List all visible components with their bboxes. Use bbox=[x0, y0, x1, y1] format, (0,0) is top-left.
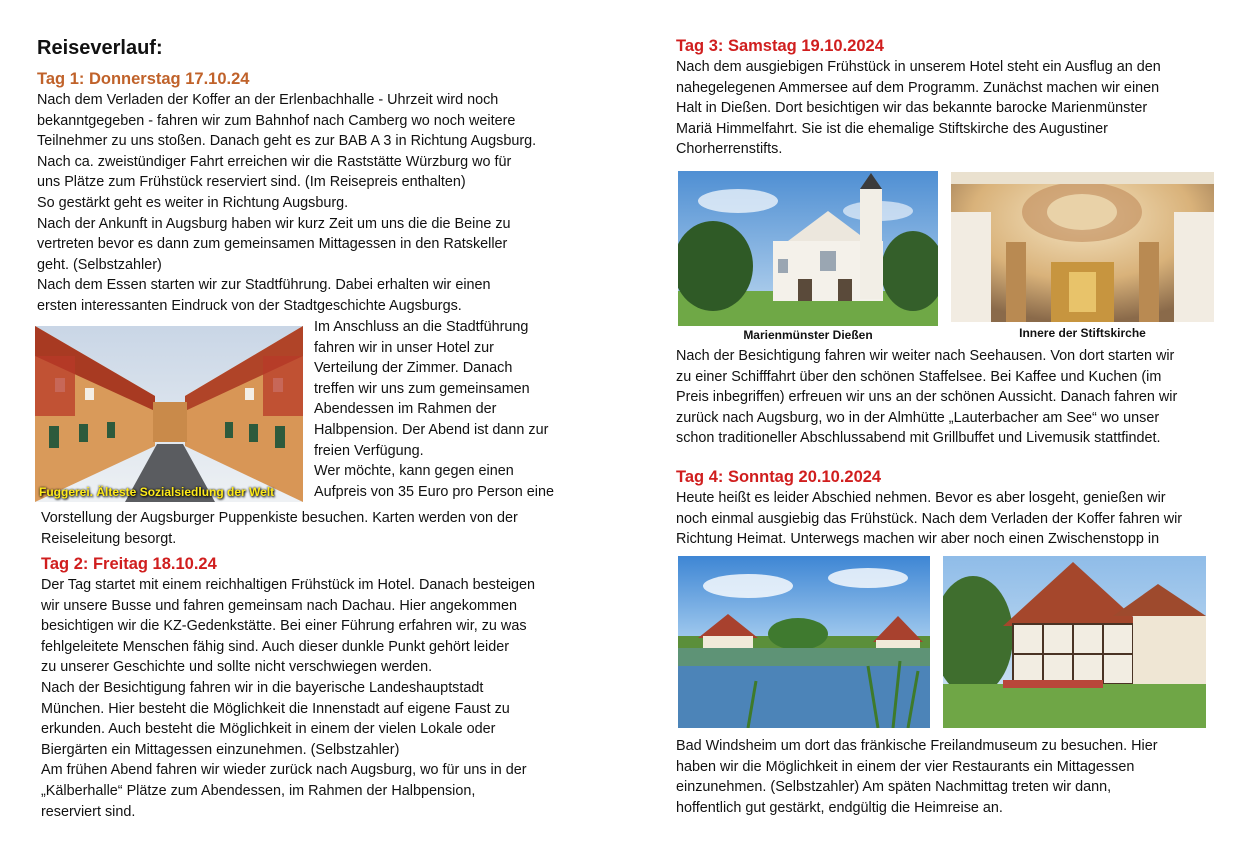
text-line: ersten interessanten Eindruck von der Stadtgeschichte Augsburgs. bbox=[37, 297, 462, 314]
text-line: nahegelegenen Ammersee auf dem Programm. Zunächst machen wir einen bbox=[676, 79, 1160, 96]
text-line: Teilnehmer zu uns stoßen. Danach geht es zur BAB A 3 in Richtung Augsburg. bbox=[37, 133, 537, 150]
text-line: Nach dem ausgiebigen Frühstück in unserem Hotel steht ein Ausflug an den bbox=[676, 59, 1161, 75]
text-line: haben wir die Möglichkeit in einem der vier Restaurants ein Mittagessen bbox=[676, 758, 1135, 775]
freilandmuseum-lake-photo bbox=[678, 556, 930, 728]
text-line: zurück nach Augsburg, wo in der Almhütte „Lauterbacher am See“ wo unser bbox=[676, 409, 1160, 426]
text-line: Im Anschluss an die Stadtführung bbox=[314, 319, 529, 335]
text-line: Verteilung der Zimmer. Danach bbox=[314, 360, 513, 377]
marienmuenster-image bbox=[678, 171, 938, 326]
text-line: fehlgeleitete Menschen fähig sind. Auch dieser dunkle Punkt gehört leider bbox=[41, 638, 509, 655]
text-line: Der Tag startet mit einem reichhaltigen Frühstück im Hotel. Danach besteigen bbox=[41, 577, 536, 593]
stiftskirche-photo bbox=[951, 172, 1214, 322]
fuggerei-image bbox=[35, 326, 303, 502]
freilandmuseum-house-photo bbox=[943, 556, 1206, 728]
day4-section bbox=[676, 466, 1209, 550]
text-line: geht. (Selbstzahler) bbox=[37, 256, 162, 273]
text-line: Aufpreis von 35 Euro pro Person eine bbox=[314, 483, 554, 500]
text-line: Abendessen im Rahmen der bbox=[314, 401, 497, 418]
text-line: Richtung Heimat. Unterwegs machen wir aber noch einen Zwischenstopp in bbox=[676, 531, 1160, 548]
text-line: treffen wir uns zum gemeinsamen bbox=[314, 380, 530, 397]
text-line: erkunden. Auch besteht die Möglichkeit in einem der vielen Lokale oder bbox=[41, 721, 496, 738]
text-line: Heute heißt es leider Abschied nehmen. Bevor es aber losgeht, genießen wir bbox=[676, 490, 1166, 506]
text-line: So gestärkt geht es weiter in Richtung Augsburg. bbox=[37, 194, 349, 211]
text-line: München. Hier besteht die Möglichkeit die Innenstadt auf eigene Faust zu bbox=[41, 700, 510, 717]
text-line: wir unsere Busse und fahren gemeinsam nach Dachau. Hier angekommen bbox=[41, 597, 517, 614]
page-heading: Reiseverlauf: bbox=[37, 37, 163, 59]
day3-title: Tag 3: Samstag 19.10.2024 bbox=[676, 37, 884, 55]
text-line: zu unserer Geschichte und sollte nicht verschwiegen werden. bbox=[41, 659, 433, 676]
text-line: vertreten bevor es dann zum gemeinsamen Mittagessen in den Ratskeller bbox=[37, 236, 508, 253]
day2-section bbox=[41, 553, 562, 822]
day1-text-side bbox=[314, 317, 563, 502]
day4-text-bottom bbox=[676, 736, 1209, 818]
day3-section bbox=[676, 35, 1209, 160]
text-line: Am frühen Abend fahren wir wieder zurück nach Augsburg, wo für uns in der bbox=[41, 762, 527, 779]
fuggerei-photo bbox=[35, 326, 303, 502]
fuggerei-caption: Fuggerei. Älteste Sozialsiedlung der Welt bbox=[39, 485, 275, 499]
text-line: hoffentlich gut gestärkt, endgültig die Heimreise an. bbox=[676, 799, 1003, 816]
text-line: Nach der Besichtigung fahren wir weiter nach Seehausen. Von dort starten wir bbox=[676, 348, 1175, 364]
text-line: Halt in Dießen. Dort besichtigen wir das bekannte barocke Marienmünster bbox=[676, 100, 1148, 117]
text-line: zu einer Schifffahrt über den schönen Staffelsee. Bei Kaffee und Kuchen (im bbox=[676, 368, 1162, 385]
text-line: Nach der Ankunft in Augsburg haben wir kurz Zeit um uns die die Beine zu bbox=[37, 215, 511, 232]
text-line: Biergärten ein Mittagessen einzunehmen. (Selbstzahler) bbox=[41, 741, 400, 758]
stiftskirche-caption: Innere der Stiftskirche bbox=[1019, 326, 1146, 340]
freilandmuseum-lake-image bbox=[678, 556, 930, 728]
day4-title: Tag 4: Sonntag 20.10.2024 bbox=[676, 468, 882, 486]
text-line: Nach dem Verladen der Koffer an der Erlenbachhalle - Uhrzeit wird noch bbox=[37, 92, 499, 108]
text-line: einzunehmen. (Selbstzahler) Am späten Nachmittag treten wir dann, bbox=[676, 779, 1112, 796]
text-line: Chorherrenstifts. bbox=[676, 141, 783, 158]
stiftskirche-image bbox=[951, 172, 1214, 322]
day2-title: Tag 2: Freitag 18.10.24 bbox=[41, 555, 217, 573]
marienmuenster-photo bbox=[678, 171, 938, 326]
text-line: Preis inbegriffen) erfreuen wir uns an der schönen Aussicht. Danach fahren wir bbox=[676, 389, 1178, 406]
text-line: Reiseleitung besorgt. bbox=[41, 530, 177, 547]
text-line: schon traditioneller Abschlussabend mit Grillbuffet und Livemusik stattfindet. bbox=[676, 430, 1161, 447]
text-line: bekanntgegeben - fahren wir zum Bahnhof nach Camberg wo noch weitere bbox=[37, 112, 516, 129]
day3-text-bottom bbox=[676, 346, 1209, 449]
text-line: Wer möchte, kann gegen einen bbox=[314, 463, 514, 480]
text-line: reserviert sind. bbox=[41, 803, 136, 820]
text-line: uns Plätze zum Frühstück reserviert sind. (Im Reisepreis enthalten) bbox=[37, 174, 466, 191]
text-line: Mariä Himmelfahrt. Sie ist die ehemalige Stiftskirche des Augustiner bbox=[676, 120, 1108, 137]
text-line: Nach dem Essen starten wir zur Stadtführung. Dabei erhalten wir einen bbox=[37, 277, 491, 294]
day1-title: Tag 1: Donnerstag 17.10.24 bbox=[37, 70, 250, 88]
text-line: „Kälberhalle“ Plätze zum Abendessen, im Rahmen der Halbpension, bbox=[41, 782, 476, 799]
day1-section bbox=[37, 68, 562, 317]
text-line: Halbpension. Der Abend ist dann zur bbox=[314, 421, 549, 438]
text-line: Bad Windsheim um dort das fränkische Freilandmuseum zu besuchen. Hier bbox=[676, 738, 1158, 754]
freilandmuseum-house-image bbox=[943, 556, 1206, 728]
text-line: Nach ca. zweistündiger Fahrt erreichen wir die Raststätte Würzburg wo für bbox=[37, 153, 512, 170]
text-line: Vorstellung der Augsburger Puppenkiste besuchen. Karten werden von der bbox=[41, 510, 518, 526]
text-line: freien Verfügung. bbox=[314, 442, 424, 459]
day1-text-bottom bbox=[41, 508, 562, 549]
text-line: besichtigen wir die KZ-Gedenkstätte. Bei einer Führung erfahren wir, zu was bbox=[41, 618, 527, 635]
text-line: noch einmal ausgiebig das Frühstück. Nach dem Verladen der Koffer fahren wir bbox=[676, 510, 1183, 527]
text-line: fahren wir in unser Hotel zur bbox=[314, 339, 494, 356]
text-line: Nach der Besichtigung fahren wir in die bayerische Landeshauptstadt bbox=[41, 679, 484, 696]
day1-text-top bbox=[37, 90, 562, 317]
marienmuenster-caption: Marienmünster Dießen bbox=[743, 328, 873, 342]
